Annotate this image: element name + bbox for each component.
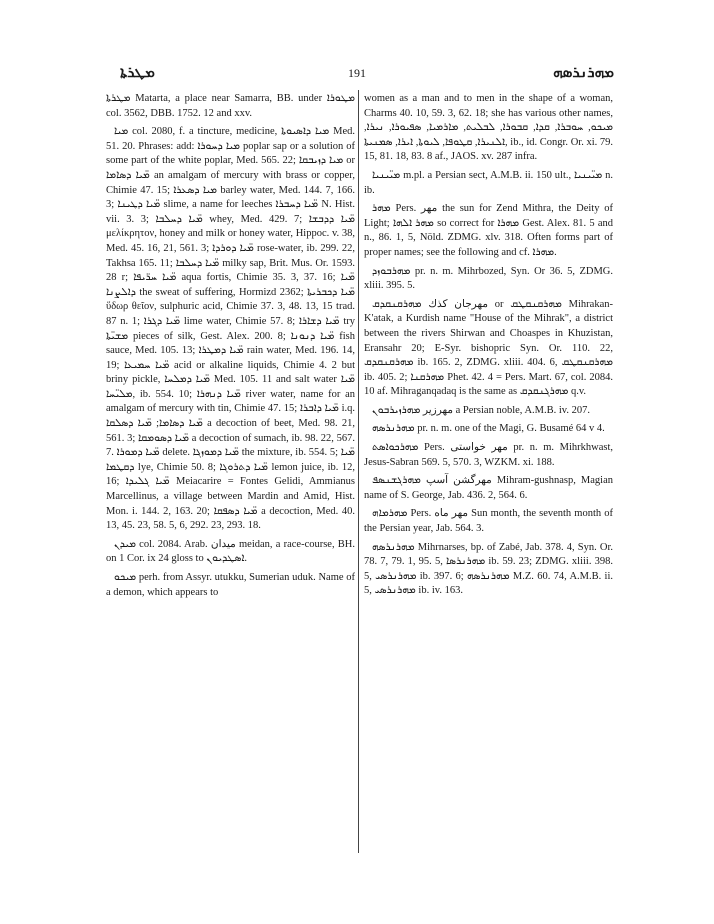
dictionary-entry: ܡܗܪ Pers. مهر the sun for Zend Mithra, the Deity of Light; ܡܗܪ ܐܠܗܐ so correct for ܡܗܪܐ Gest. Alex. 81. 5 and n., 86. 1, 5, Nöld. ZDMG. xlv. 318. Often forms part of proper names; see the following and cf. ܡܗܪܐ. (364, 203, 613, 258)
column-divider (358, 90, 359, 853)
running-head-left: ܡܛܪܬܐ (120, 63, 155, 81)
dictionary-entry: ܡܝܕܢ col. 2084. Arab. ميدان meidan, a race-course, BH. on 1 Cor. ix 24 gloss to ܐܣܛܕܝܘܢ. (106, 538, 355, 565)
left-column (106, 92, 355, 862)
right-column (364, 92, 613, 862)
dictionary-entry: مهرزير ܡܗܪܙܝܪܒܘܢ a Persian noble, A.M.B. iv. 207. (372, 404, 590, 416)
dictionary-entry: ܡܝ̈ܝܢܝܐ m.pl. a Persian sect, A.M.B. ii. 150 ult., ܡܝ̈ܝܢܝܐ n. ib. (364, 169, 613, 196)
dictionary-entry: ܡܗܪܒܘܙܕ pr. n. m. Mihrbozed, Syn. Or 36. 5, ZDMG. xliii. 395. 5. (364, 265, 613, 292)
dictionary-entry: ܡܗܪܢܪܣܗ pr. n. m. one of the Magi, G. Busamé 64 v 4. (372, 423, 605, 435)
dictionary-entry: ܡܗܪܡܐܗ Pers. مهر ماه Sun month, the seventh month of the Persian year, Jab. 564. 3. (364, 508, 613, 535)
dictionary-entry: مهرجان كذك ܡܗܪܩܢܩܕܩ or ܡܗܪܩܢܩܛܩ Mihrakan-K'atak, a Kurdish name "House of the Mihrak", a district between the rivers Shirwan and Choaspes in Khuzistan, Eransahr 20; E-Syr. bishopric Syn. Or. 110. 22, ܡܗܪܩܢܩܕܩ ib. 165. 2, ZDMG. xliii. 404. 6, ܡܗܪܩܢܩܛܩ ib. 405. 2; ܡܗܪܩܢܐ Phet. 42. 4 = Pers. Mart. 67, col. 2084. 10 af. Mihraganqadaq is the same as ܡܗܪܓܢܩܕܩ q.v. (364, 298, 613, 398)
dictionary-entry: ܡܗܪܟܘܐܣܬ Pers. مهر خواستی pr. n. m. Mihrkhwast, Jesus-Sabran 569. 5, 570. 3, WZKM. xi. 188. (364, 442, 613, 468)
dictionary-entry: ܡܛܪܬܐ Matarta, a place near Samarra, BB. under ܡܛܘܪܐ col. 3562, DBB. 1752. 12 and xxv. (106, 93, 355, 119)
running-head-right: ܡܗܪܢܪܣܗ (553, 63, 614, 81)
dictionary-entry: مهرگشن آسپ ܡܗܪܓܫܢܣܦ Mihram-gushnasp, Magian name of S. George, Jab. 436. 2, 564. 6. (364, 475, 613, 501)
dictionary-entry: ܡܝܐ col. 2080, f. a tincture, medicine, ܡܝܐ ܕܐܣܝܘܬܐ Med. 51. 20. Phrases: add: ܡܝܐ ܕܚܘܪܐ poplar sap or a solution of some part of the white poplar, Med. 565. 22; ܡܝܐ ܕܙܝܒܩܐ or ܡ̈ܝܐ ܕܣܐܡܐ an amalgam of mercury with brass or copper, Chimie 47. 15; ܡܝܐ ܕܣܥܪܐ barley water, Med. 144. 7, 166. 3; ܡ̈ܝܐ ܕܛܝܢܐ slime, a name for leeches ܡ̈ܝܐ ܕܚܒܪܐ N. Hist. vii. 3. 3; ܡ̈ܝܐ ܕܚܠܒܐ whey, Med. 429. 7; ܡ̈ܝܐ ܕܕܒܫܐ μελίκρητον, honey and milk or honey water, Hippoc. v. 38, Med. 45. 16, 21, 561. 3; ܡ̈ܝܐ ܕܘܪܕܐ rose-water, ib. 299. 22, Takhsa 165. 11; ܡ̈ܝܐ ܕܚܠܒܐ milky sap, Brit. Mus. Or. 1593. 28 r; ܡ̈ܝܐ ܚܪ̈ܝܦܐ aqua fortis, Chimie 35. 3, 37. 16; ܡ̈ܝܐ ܕܐܠܨܢܐ the sweat of suffering, Hormizd 2362; ܡ̈ܝܐ ܕܟܒܪܝܬܐ ὕδωρ θεῖον, sulphuric acid, Chimie 37. 3, 48. 13, 15 trad. 87 n. 1; ܡ̈ܝܐ ܕܓܪܐ lime water, Chimie 57. 8; ܡ̈ܝܐ ܕܫܐܪܐ try ܡܫܝ̈ܬܐ pieces of silk, Gest. Alex. 200. 8; ܡ̈ܝܐ ܕܢܘܢܐ fish sauce, Med. 105. 13; ܡ̈ܝܐ ܕܡܛܪܐ rain water, Med. 196. 14, 19; ܡ̈ܝܐ ܚܡܝܥܐ acid or alkaline liquids, Chimie 4. 2 but briny pickle, ܡ̈ܝܐ ܕܡܠܚܐ Med. 105. 11 and salt water ܡ̈ܝܐ ܡܠܝ̈ܚܐ, ib. 554. 10; ܡ̈ܝܐ ܕܢܗܪܐ river water, name for an amalgam of mercury with tin, Chimie 47. 15; ܡ̈ܝܐ ܕܐܒܪܐ i.q. ܡ̈ܝܐ ܕܣܐܡܐ; ܡ̈ܝܐ ܕܣܠܩܐ a decoction of beet, Med. 98. 21, 561. 3; ܡ̈ܝܐ ܕܣܘܡܩܐ a decoction of sumach, ib. 98. 22, 567. 7. ܡ̈ܝܐ ܕܡܘܪܐ delete. ܡ̈ܝܐ ܕܡܘܙܓܐ the mixture, ib. 554. 5; ܡ̈ܝܐ ܕܩܛܡܐ lye, Chimie 50. 8; ܡ̈ܝܐ ܕܬܪܘܓܐ lemon juice, ib. 12, 16; ܡ̈ܝܐ ܓܠܝܕܐ Meiacarire = Fontes Gelidi, Ammianus Marcellinus, a village between Mardin and Amid, Hist. Mon. i. 144. 2, 163. 20; ܡ̈ܝܐ ܕܣܦܩܐ a decoction, Med. 40. 13, 45. 23, 58. 5, 6, 292. 23, 293. 18. (106, 126, 355, 532)
dictionary-entry: ܡܗܪܢܪܣܗ Mihrnarses, bp. of Zabé, Jab. 378. 4, Syn. Or. 78. 7, 79. 1, 95. 5, ܡܗܪܢܪܣܐ ib. 59. 23; ZDMG. xliii. 398. 5, ܡܗܪܢܪܣܝ ib. 397. 6; ܡܗܪܢܪܣܗ M.Z. 60. 74, A.M.B. ii. 5, ܡܗܪܢܪܣܝ ib. iv. 163. (364, 541, 613, 597)
dictionary-entry: women as a man and to men in the shape of a woman, Charms 40. 10, 59. 3, 62. 18; she has various other names, ܡܝܟܘ, ܚܘܒܪܐ, ܩܕܐ, ܩܒܘܪܐ, ܠܒܠܝܬ, ܡܐܪܡܝܐ, ܣܦܝܘܪܐ, ܢܝܪܐ, ܐܠܢܝܪܐ, ܩܛܘܦܐ, ܠܝܘܬܐ, ܐܝܪܐ, ܣܡܢܝܬܐ, ib., id. Congr. Or. xi. 79. 15, 81. 18, 83. 8 af., JAOS. xv. 287 infra. (364, 93, 613, 163)
dictionary-entry: ܡܝܟܘ perh. from Assyr. utukku, Sumerian uduk. Name of a demon, which appears to (106, 572, 355, 598)
page-number: 191 (348, 66, 366, 80)
